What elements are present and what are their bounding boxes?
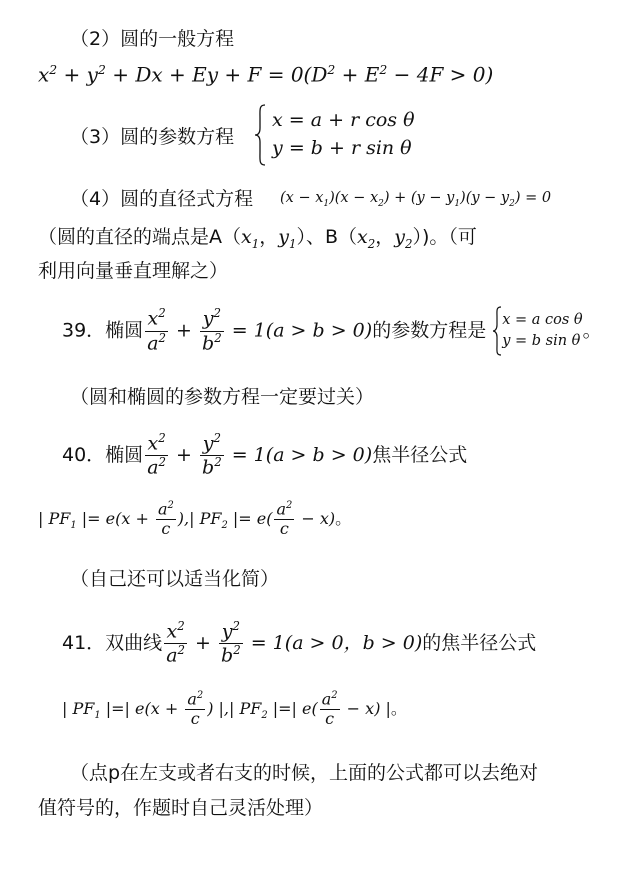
fraction-a2-c: $\frac{a^2}{c}$ (157, 499, 174, 538)
item-41-hyperbola-focal-radius: 41．双曲线 $\frac{x^2}{a^2}$ + $\frac{y^2}{b^2}$ = 1(a > 0，b > 0)的焦半径公式 (62, 619, 537, 667)
fraction-a2-c: $\frac{a^2}{c}$ (321, 689, 338, 728)
item-41-note-line2: 值符号的，作题时自己灵活处理） (38, 797, 324, 819)
general-equation-formula: $x^2 + y^2 + Dx + Ey + F = 0(D^2 + E^2 - 4F > 0)$ (38, 62, 494, 87)
fraction-y2-b2: $\frac{y^2}{b^2}$ (202, 306, 222, 354)
ellipse-y-row: y = b sin θ (502, 333, 581, 349)
diameter-equation-formula: $(x - x_1)(x - x_2) + (y - y_1)(y - y_2) = 0$ (280, 190, 552, 209)
item-41-note-line1: （点p在左支或者右支的时候，上面的公式都可以去绝对 (70, 762, 539, 784)
left-brace-icon (254, 104, 266, 166)
item-39-ellipse-parametric: 39．椭圆 $\frac{x^2}{a^2}$ + $\frac{y^2}{b^2}$ = 1(a > b > 0)的参数方程是 x = a cos θ y = b sin θ 。 (62, 306, 602, 356)
fraction-x2-a2: $\frac{x^2}{a^2}$ (166, 619, 186, 667)
parametric-system (254, 104, 415, 166)
item-40-formula: | $PF_1$ |= e(x + $\frac{a^2}{c}$ ),| $PF_2$ |= e( $\frac{a^2}{c}$ − x)。 (38, 499, 352, 538)
heading-diameter-equation: （4）圆的直径式方程 (70, 188, 254, 210)
diameter-note-line2: 利用向量垂直理解之） (38, 260, 229, 282)
parametric-x-row: x = a + r cos θ (272, 109, 415, 132)
item-40-note: （自己还可以适当化简） (70, 568, 280, 590)
fraction-x2-a2: $\frac{x^2}{a^2}$ (147, 431, 167, 479)
item-39-note: （圆和椭圆的参数方程一定要过关） (70, 386, 375, 408)
fraction-a2-c: $\frac{a^2}{c}$ (187, 689, 204, 728)
parametric-y-row: y = b + r sin θ (272, 137, 412, 159)
diameter-endpoints-note: （圆的直径的端点是$A(x_1$，$y_1$）、$B(x_2$，$y_2$）)。（可 (38, 226, 477, 251)
fraction-y2-b2: $\frac{y^2}{b^2}$ (202, 431, 222, 479)
item-40-ellipse-focal-radius: 40．椭圆 $\frac{x^2}{a^2}$ + $\frac{y^2}{b^2}$ = 1(a > b > 0)焦半径公式 (62, 431, 468, 479)
item-41-formula: | $PF_1$ |=| e(x + $\frac{a^2}{c}$ ) |,| $PF_2$ |=| e( $\frac{a^2}{c}$ − x) |。 (62, 689, 407, 728)
heading-parametric-equation: （3）圆的参数方程 (70, 126, 235, 148)
fraction-a2-c: $\frac{a^2}{c}$ (276, 499, 293, 538)
heading-general-equation: （2）圆的一般方程 (70, 28, 235, 50)
fraction-x2-a2: $\frac{x^2}{a^2}$ (147, 306, 167, 354)
ellipse-x-row: x = a cos θ (502, 311, 583, 328)
fraction-y2-b2: $\frac{y^2}{b^2}$ (221, 619, 241, 667)
left-brace-icon (492, 306, 502, 356)
